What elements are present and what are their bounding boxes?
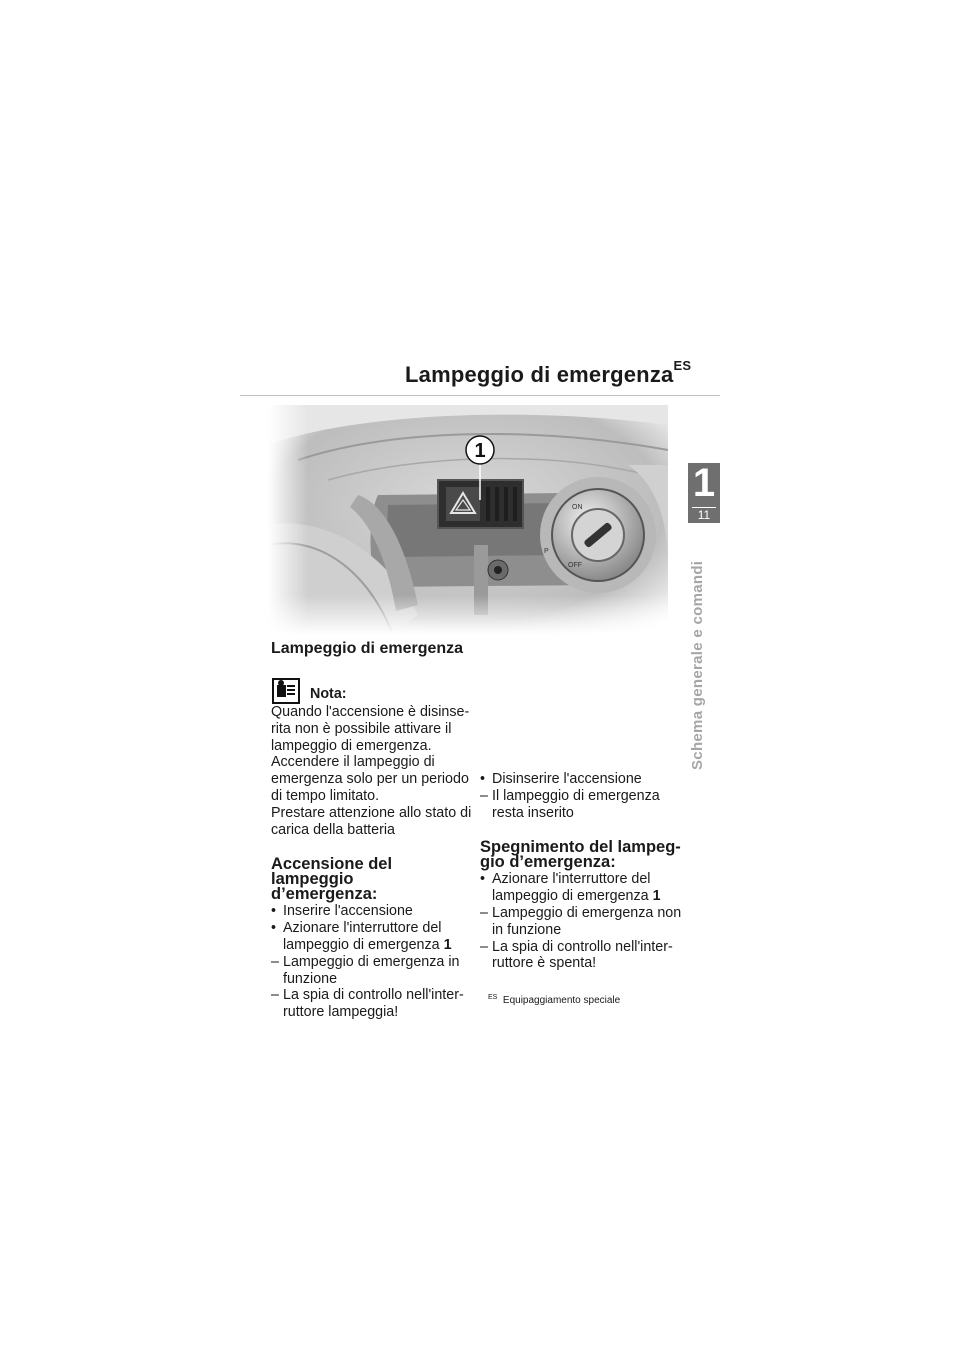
list-item-text: in funzione (492, 921, 562, 938)
switch-off-ignition-steps (480, 771, 690, 821)
list-item-text: Lampeggio di emergenza in (283, 953, 460, 970)
note-line: di tempo limitato. (271, 787, 380, 804)
left-column (271, 640, 476, 1021)
switch-off-heading-line: gio d’emergenza: (480, 853, 616, 872)
chapter-side-label: Schema generale e comandi (689, 560, 706, 770)
list-item-text: La spia di controllo nell'inter- (283, 987, 464, 1004)
page-title-superscript: ES (673, 358, 692, 373)
note-text (271, 704, 476, 838)
dash-marker: – (271, 987, 279, 1004)
note-icon (272, 678, 300, 704)
list-item (480, 939, 690, 973)
switch-on-heading (271, 857, 476, 902)
list-item (480, 905, 690, 939)
list-item-text: Lampeggio di emergenza non (492, 904, 682, 921)
list-item (480, 771, 690, 788)
switch-on-heading-line: d’emergenza: (271, 885, 378, 904)
note-line: emergenza solo per un periodo (271, 771, 469, 788)
list-item-text: ruttore lampeggia! (283, 1004, 399, 1021)
switch-reference: 1 (652, 888, 661, 905)
list-item (480, 871, 690, 905)
note-label: Nota: (310, 686, 347, 702)
list-item-text: La spia di controllo nell'inter- (492, 938, 673, 955)
header-rule (240, 395, 720, 396)
note-header (271, 678, 476, 704)
list-item-text: Il lampeggio di emergenza (492, 787, 660, 804)
list-item-text: ruttore è spenta! (492, 955, 597, 972)
note-line: carica della batteria (271, 821, 395, 838)
switch-off-steps (480, 871, 690, 972)
page-title-text: Lampeggio di emergenza (405, 362, 674, 387)
switch-off-heading-line: Spegnimento del lampeg- (480, 838, 681, 857)
list-item-text: Azionare l'interruttore del (492, 871, 651, 888)
footnote-text: Equipaggiamento speciale (502, 995, 621, 1007)
list-item-text: Azionare l'interruttore del (283, 920, 442, 937)
list-item-text: lampeggio di emergenza (283, 936, 440, 953)
list-item-text: funzione (283, 970, 338, 987)
note-line: Prestare attenzione allo stato di (271, 804, 472, 821)
list-item (271, 903, 476, 920)
dash-marker: – (480, 787, 488, 804)
list-item (271, 920, 476, 954)
footnote-superscript: ES (488, 994, 498, 1002)
note-line: lampeggio di emergenza. (271, 737, 432, 754)
right-column (480, 771, 690, 1010)
chapter-tab (688, 463, 720, 523)
page-title (405, 358, 692, 388)
note-line: rita non è possibile attivare il (271, 720, 452, 737)
list-item (271, 954, 476, 988)
note-line: Quando l'accensione è disinse- (271, 704, 470, 720)
svg-text:ON: ON (572, 504, 583, 511)
list-item (271, 987, 476, 1021)
list-item-text: resta inserito (492, 804, 574, 821)
switch-on-heading-line: Accensione del lampeggio (271, 855, 393, 889)
bullet-marker: • (271, 920, 277, 937)
note-line: Accendere il lampeggio di (271, 754, 435, 771)
svg-text:P: P (544, 548, 549, 555)
list-item-text: Inserire l'accensione (283, 903, 413, 920)
switch-reference: 1 (443, 936, 452, 953)
switch-off-heading (480, 840, 690, 870)
bullet-marker: • (480, 871, 486, 888)
switch-on-steps (271, 903, 476, 1021)
page-number: 11 (697, 508, 711, 522)
hazard-switch-photo (268, 405, 668, 635)
list-item-text: lampeggio di emergenza (492, 888, 649, 905)
footnote (480, 993, 690, 1010)
bullet-marker: • (480, 771, 486, 787)
bullet-marker: • (271, 903, 277, 920)
dash-marker: – (271, 953, 279, 970)
dash-marker: – (480, 904, 488, 921)
chapter-number: 1 (692, 461, 716, 505)
section-heading: Lampeggio di emergenza (271, 640, 464, 657)
dash-marker: – (480, 938, 488, 955)
svg-text:OFF: OFF (568, 562, 582, 569)
figure-callout: 1 (474, 440, 486, 462)
list-item (480, 788, 690, 822)
list-item-text: Disinserire l'accensione (492, 771, 642, 787)
